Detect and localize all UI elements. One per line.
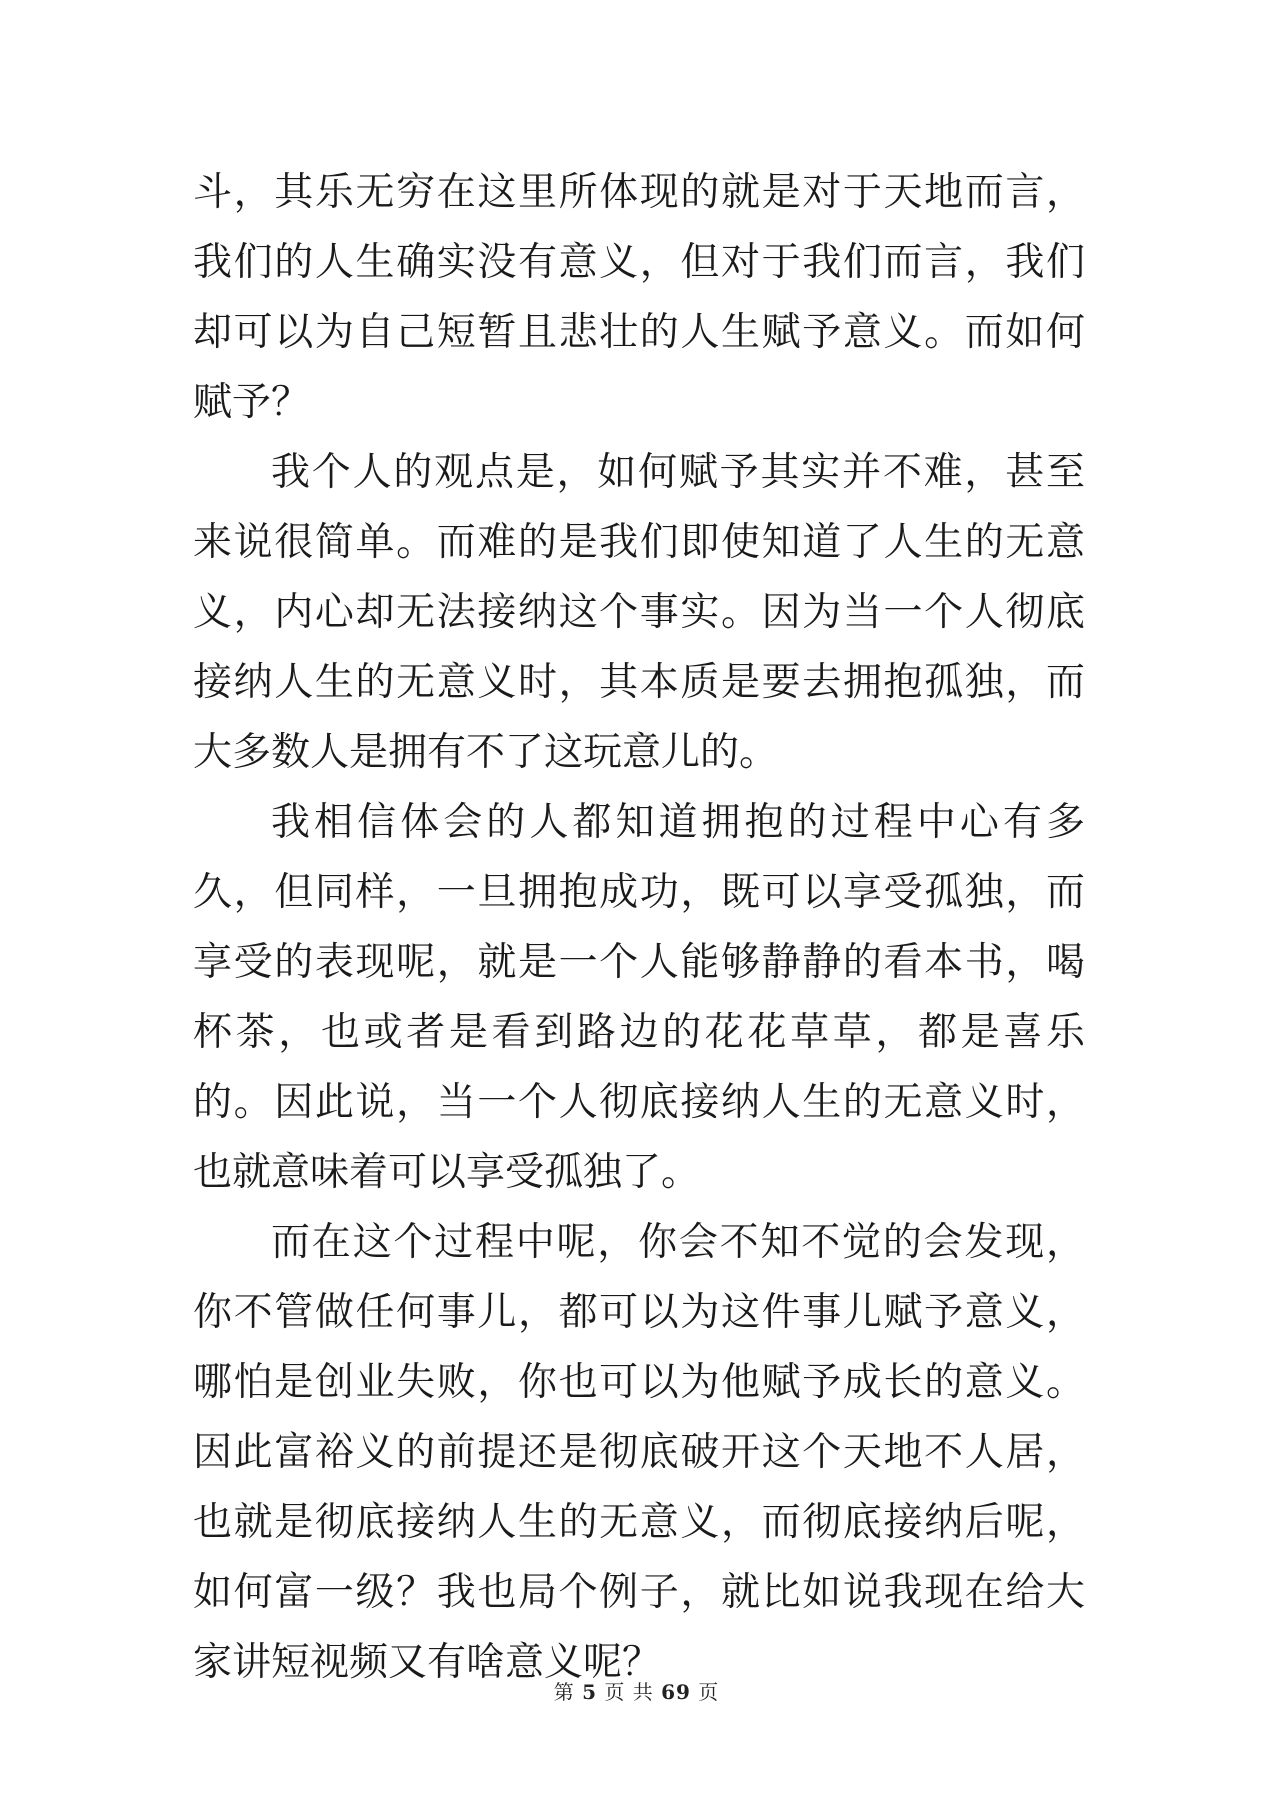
paragraph-1: 斗，其乐无穷在这里所体现的就是对于天地而言，我们的人生确实没有意义，但对于我们而言，我们却可以为自己短暂且悲壮的人生赋予意义。而如何赋予？ bbox=[193, 170, 1085, 425]
page-footer bbox=[0, 1676, 1273, 1705]
paragraph-2: 我个人的观点是，如何赋予其实并不难，甚至来说很简单。而难的是我们即使知道了人生的无意义，内心却无法接纳这个事实。因为当一个人彻底接纳人生的无意义时，其本质是要去拥抱孤独，而大多数人是拥有不了这玩意儿的。 bbox=[193, 450, 1085, 775]
total-pages: 69 bbox=[661, 1680, 691, 1704]
paragraph-3: 我相信体会的人都知道拥抱的过程中心有多久，但同样，一旦拥抱成功，既可以享受孤独，而享受的表现呢，就是一个人能够静静的看本书，喝杯茶，也或者是看到路边的花花草草，都是喜乐的。因此说，当一个人彻底接纳人生的无意义时，也就意味着可以享受孤独了。 bbox=[193, 800, 1085, 1195]
document-body bbox=[193, 158, 1085, 1698]
footer-middle: 页 共 bbox=[604, 1680, 654, 1704]
page-number: 5 bbox=[582, 1680, 597, 1704]
footer-prefix: 第 bbox=[553, 1680, 575, 1704]
paragraph-4: 而在这个过程中呢，你会不知不觉的会发现，你不管做任何事儿，都可以为这件事儿赋予意义，哪怕是创业失败，你也可以为他赋予成长的意义。因此富裕义的前提还是彻底破开这个天地不人居，也就是彻底接纳人生的无意义，而彻底接纳后呢，如何富一级？我也局个例子，就比如说我现在给大家讲短视频又有啥意义呢？ bbox=[193, 1220, 1085, 1685]
footer-suffix: 页 bbox=[698, 1680, 720, 1704]
